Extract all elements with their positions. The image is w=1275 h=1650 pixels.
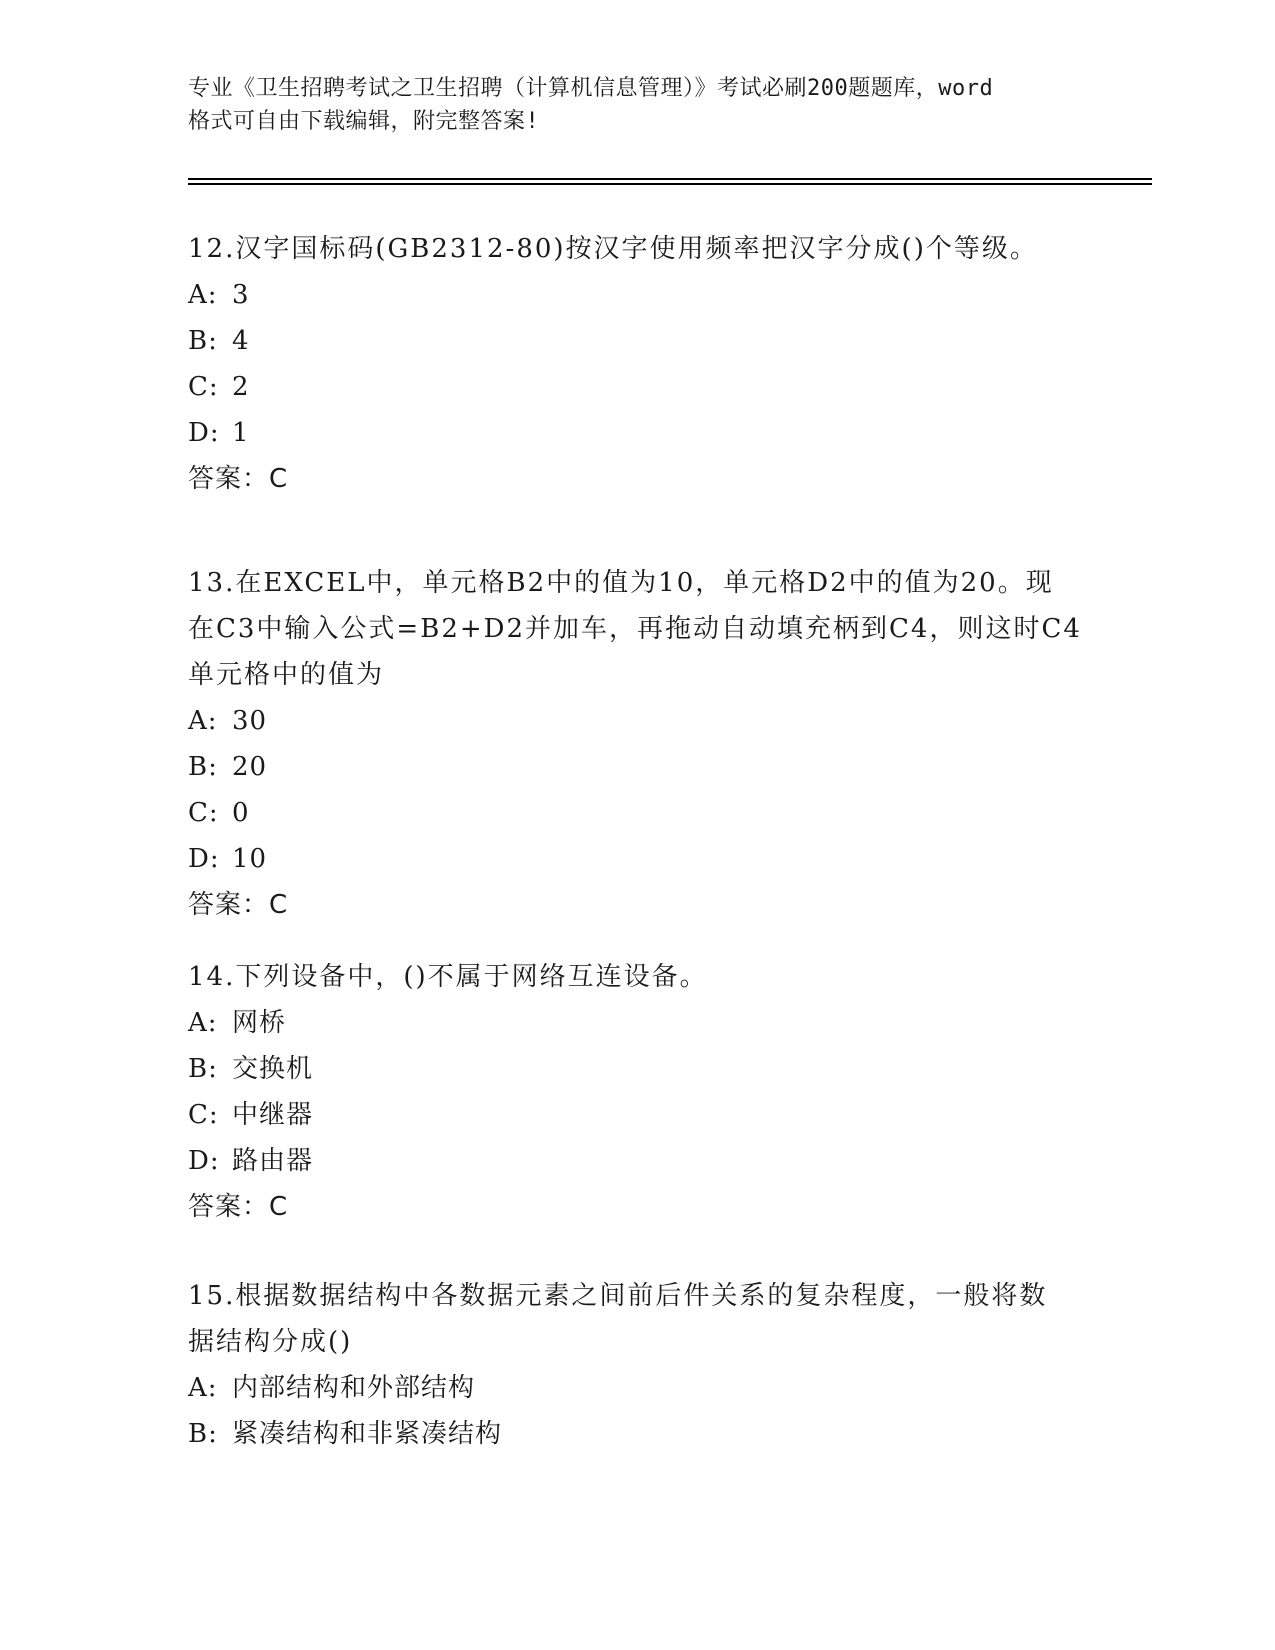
option-key: C: xyxy=(188,372,219,402)
answer-line xyxy=(188,456,1088,502)
question-text-line-1: 15.根据数据结构中各数据元素之间前后件关系的复杂程度，一般将数 xyxy=(188,1281,1048,1311)
option-value: 中继器 xyxy=(232,1100,314,1130)
header-line-2: 格式可自由下载编辑，附完整答案! xyxy=(188,109,540,134)
document-header xyxy=(188,72,1088,138)
option-value: 10 xyxy=(232,844,268,874)
question-13 xyxy=(188,560,1088,928)
option-a xyxy=(188,272,1088,318)
question-text-line-2: 据结构分成() xyxy=(188,1327,353,1357)
option-value: 交换机 xyxy=(232,1054,314,1084)
question-12 xyxy=(188,226,1088,502)
option-value: 3 xyxy=(232,280,250,310)
answer-value: C xyxy=(269,890,289,920)
option-b xyxy=(188,744,1088,790)
answer-label: 答案： xyxy=(188,1192,270,1222)
option-key: D: xyxy=(188,418,220,448)
answer-label: 答案： xyxy=(188,464,270,494)
answer-label: 答案： xyxy=(188,890,270,920)
option-c xyxy=(188,790,1088,836)
option-key: D: xyxy=(188,1146,220,1176)
option-key: A: xyxy=(188,1008,218,1038)
question-text-line-3: 单元格中的值为 xyxy=(188,660,385,690)
option-b xyxy=(188,1411,1088,1457)
option-value: 2 xyxy=(232,372,250,402)
option-key: B: xyxy=(188,752,218,782)
question-text: 12.汉字国标码(GB2312-80)按汉字使用频率把汉字分成()个等级。 xyxy=(188,234,1038,264)
option-key: D: xyxy=(188,844,220,874)
question-15 xyxy=(188,1273,1088,1457)
question-14 xyxy=(188,954,1088,1230)
option-key: A: xyxy=(188,1373,218,1403)
header-divider-top xyxy=(188,178,1152,180)
answer-line xyxy=(188,882,1088,928)
option-key: B: xyxy=(188,1419,218,1449)
option-c xyxy=(188,364,1088,410)
answer-value: C xyxy=(269,464,289,494)
option-key: B: xyxy=(188,326,218,356)
option-a xyxy=(188,1365,1088,1411)
option-value: 30 xyxy=(232,706,268,736)
answer-line xyxy=(188,1184,1088,1230)
option-key: B: xyxy=(188,1054,218,1084)
option-value: 0 xyxy=(232,798,250,828)
option-value: 4 xyxy=(232,326,250,356)
option-value: 1 xyxy=(232,418,250,448)
header-divider-bottom xyxy=(188,183,1152,185)
option-value: 内部结构和外部结构 xyxy=(232,1373,476,1403)
option-a xyxy=(188,1000,1088,1046)
option-b xyxy=(188,318,1088,364)
option-value: 20 xyxy=(232,752,268,782)
header-line-1: 专业《卫生招聘考试之卫生招聘（计算机信息管理）》考试必刷200题题库，word xyxy=(188,76,994,101)
option-a xyxy=(188,698,1088,744)
option-d xyxy=(188,1138,1088,1184)
option-d xyxy=(188,410,1088,456)
option-value: 网桥 xyxy=(232,1008,287,1038)
option-value: 紧凑结构和非紧凑结构 xyxy=(232,1419,503,1449)
question-text-line-1: 13.在EXCEL中，单元格B2中的值为10，单元格D2中的值为20。现 xyxy=(188,568,1054,598)
option-key: C: xyxy=(188,1100,219,1130)
question-text-line-2: 在C3中输入公式=B2+D2并加车，再拖动自动填充柄到C4，则这时C4 xyxy=(188,614,1082,644)
option-key: C: xyxy=(188,798,219,828)
option-key: A: xyxy=(188,706,218,736)
option-b xyxy=(188,1046,1088,1092)
option-c xyxy=(188,1092,1088,1138)
question-text: 14.下列设备中，()不属于网络互连设备。 xyxy=(188,962,708,992)
option-value: 路由器 xyxy=(232,1146,314,1176)
option-key: A: xyxy=(188,280,218,310)
option-d xyxy=(188,836,1088,882)
answer-value: C xyxy=(269,1192,289,1222)
